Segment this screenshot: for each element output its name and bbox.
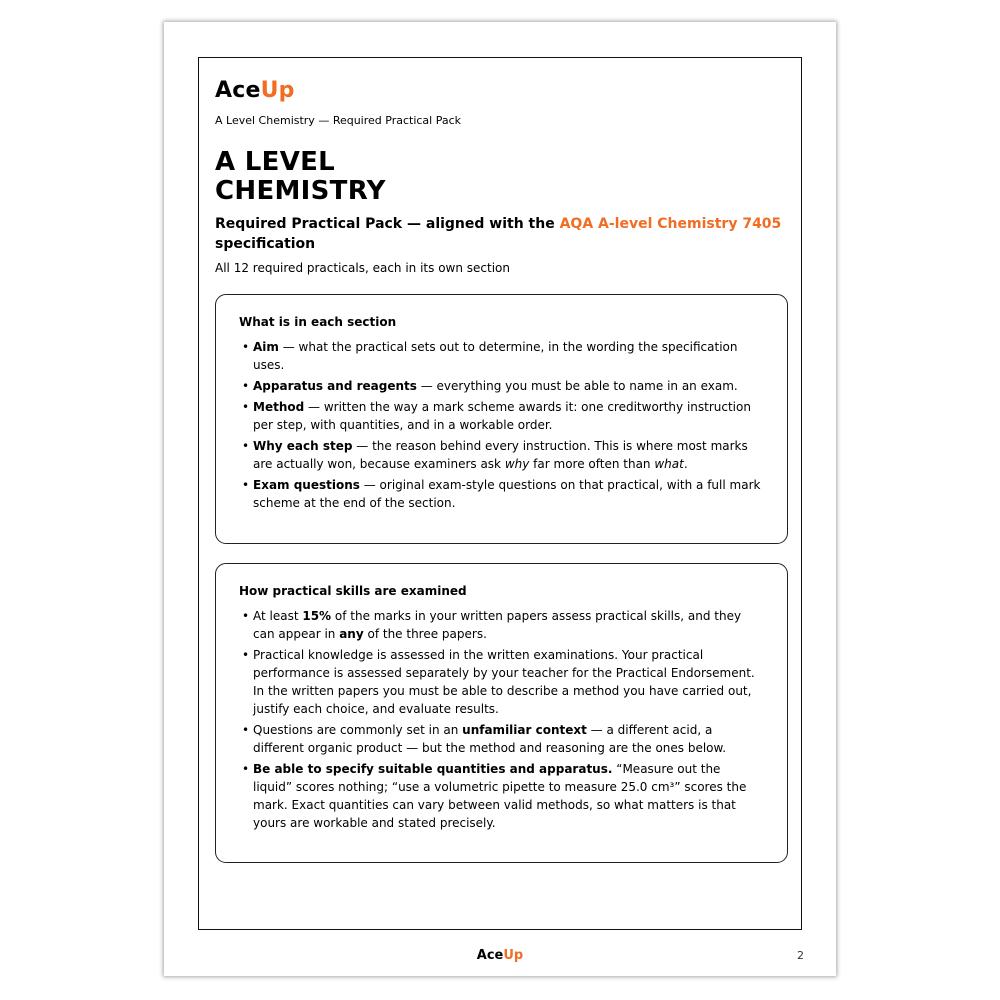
- bullet: •: [242, 379, 250, 393]
- section-contents-box: [215, 294, 788, 544]
- item-text: — everything you must be able to name in an exam.: [416, 379, 738, 393]
- item-text: — the reason behind every instruction. This is where most marks are actually won, because examiners ask: [253, 439, 748, 471]
- logo-ace: Ace: [215, 78, 261, 103]
- document-subhead: A Level Chemistry — Required Practical Pack: [215, 114, 462, 127]
- item-term: Exam questions: [253, 478, 360, 492]
- item-text: Practical knowledge is assessed in the written examinations. Your practical performance is assessed separately by your teacher for the Practical Endorsement. In the written papers you must be able to describe a method you have carried out, justify each choice, and evaluate results.: [253, 648, 755, 716]
- aceup-logo: [215, 78, 295, 103]
- item-text: “Measure out the liquid” scores nothing; “use a volumetric pipette to measure 25.0 cm³” scores the mark. Exact quantities can vary between valid methods, so what matters is that yours are workable and stated precisely.: [253, 762, 747, 830]
- bullet: •: [242, 340, 250, 354]
- bullet: •: [242, 439, 250, 453]
- list-item: [239, 607, 763, 643]
- content-frame: [198, 57, 802, 930]
- bullet: •: [242, 762, 250, 776]
- footer-logo-up: Up: [503, 948, 524, 963]
- item-text: — written the way a mark scheme awards it: one creditworthy instruction per step, with quantities, and in a workable order.: [253, 400, 751, 432]
- item-text: At least: [253, 609, 303, 623]
- practicals-note: All 12 required practicals, each in its own section: [215, 261, 510, 275]
- item-text: .: [683, 457, 688, 471]
- list-item: [239, 646, 763, 718]
- item-text: Questions are commonly set in an: [253, 723, 463, 737]
- bullet: •: [242, 400, 250, 414]
- item-text: — what the practical sets out to determine, in the wording the specification uses.: [253, 340, 738, 372]
- list-item: [239, 476, 763, 512]
- item-term: Method: [253, 400, 305, 414]
- bullet: •: [242, 478, 250, 492]
- footer-logo: [164, 948, 836, 963]
- bullet: •: [242, 648, 250, 662]
- document-page: [164, 22, 836, 976]
- list-item: [239, 398, 763, 434]
- item-term: any: [339, 627, 364, 641]
- section-contents-heading: What is in each section: [239, 315, 397, 329]
- item-text: of the marks in your written papers assess practical skills, and they can appear in: [253, 609, 742, 641]
- skills-examined-heading: How practical skills are examined: [239, 584, 467, 598]
- item-term: unfamiliar context: [462, 723, 587, 737]
- item-emphasis: why: [504, 457, 530, 471]
- list-item: [239, 338, 763, 374]
- bullet: •: [242, 723, 250, 737]
- logo-up: Up: [260, 78, 295, 103]
- list-item: [239, 721, 763, 757]
- item-text: of the three papers.: [363, 627, 487, 641]
- title-line-2: CHEMISTRY: [215, 176, 386, 206]
- skills-examined-box: [215, 563, 788, 863]
- item-emphasis: what: [654, 457, 684, 471]
- lead-text-after: specification: [215, 236, 316, 252]
- item-term: Be able to specify suitable quantities and apparatus.: [253, 762, 613, 776]
- item-term: Apparatus and reagents: [253, 379, 417, 393]
- item-text: far more often than: [529, 457, 655, 471]
- page-title: [215, 148, 515, 206]
- list-item: [239, 437, 763, 473]
- page-number: 2: [797, 949, 804, 962]
- lead-text-before: Required Practical Pack — aligned with the: [215, 216, 560, 232]
- specification-link: AQA A-level Chemistry 7405: [559, 216, 782, 232]
- footer-logo-ace: Ace: [476, 948, 504, 963]
- skills-examined-list: [239, 607, 763, 832]
- lead-statement: [215, 214, 785, 254]
- title-line-1: A LEVEL: [215, 147, 336, 177]
- list-item: [239, 760, 763, 832]
- list-item: [239, 377, 763, 395]
- item-text: — original exam-style questions on that practical, with a full mark scheme at the end of the section.: [253, 478, 761, 510]
- section-contents-list: [239, 338, 763, 512]
- bullet: •: [242, 609, 250, 623]
- item-term: Aim: [253, 340, 279, 354]
- item-term: Why each step: [253, 439, 353, 453]
- item-text: — a different acid, a different organic product — but the method and reasoning are the ones below.: [253, 723, 727, 755]
- item-term: 15%: [302, 609, 332, 623]
